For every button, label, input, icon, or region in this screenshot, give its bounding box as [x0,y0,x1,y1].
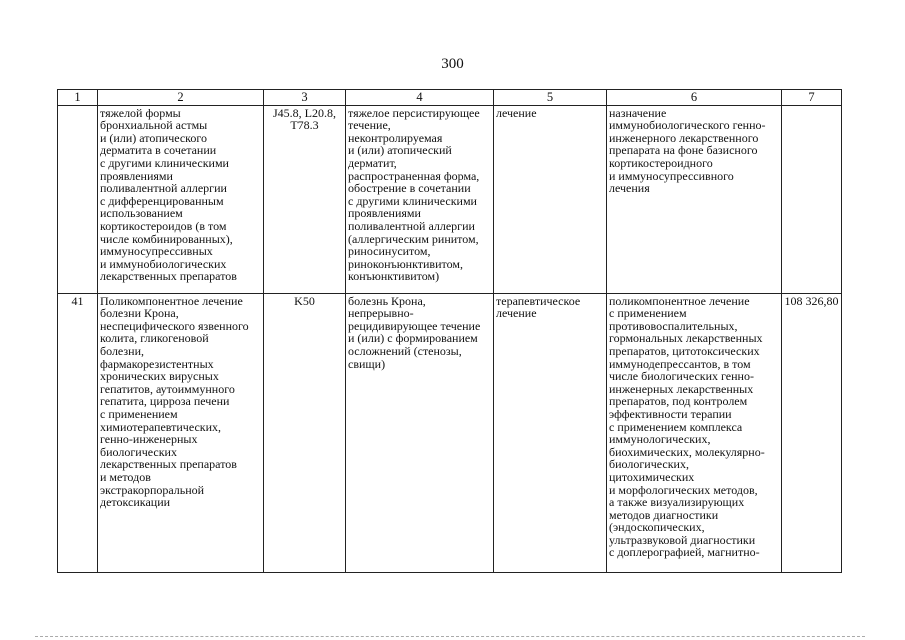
cell-text-line: а также визуализирующих [609,495,745,510]
header-col-3: 3 [264,90,346,106]
row-number [58,105,98,293]
cell-text-line: тяжелое персистирующее [348,105,480,120]
cell-text-line: фармакорезистентных [100,356,214,371]
header-col-1: 1 [58,90,98,106]
cell-text-line: числе комбинированных), [100,231,233,246]
cell-text-line: и иммунобиологических [100,256,227,271]
treatment-name-cell [98,293,264,572]
cell-text-line: и (или) атопический [348,143,452,158]
cell-text-line: дерматита в сочетании [100,143,217,158]
cell-text-line: иммунобиологического генно- [609,118,766,133]
cell-text-line: гормональных лекарственных [609,331,763,346]
scan-artifact-line [35,636,865,638]
table-row [58,293,842,572]
cell-text-line: инженерного лекарственного [609,130,759,145]
cell-text-line: бронхиальной астмы [100,118,208,133]
cell-text-line: осложнений (стенозы, [348,343,462,358]
cell-text-line: биологических [100,444,177,459]
cell-text-line: иммунологических, [609,432,711,447]
cell-text-line: биологических, [609,457,689,472]
cell-text-line: инженерных лекарственных [609,381,754,396]
cell-text-line: неспецифического язвенного [100,318,249,333]
cell-text-line: хронических вирусных [100,369,219,384]
cell-text-line: с применением комплекса [609,419,743,434]
icd-code-cell [264,293,346,572]
page-number: 300 [441,56,464,72]
cell-text-line: J45.8, L20.8, [273,105,336,120]
cell-text-line: лечение [496,306,537,321]
cell-text-line: болезни, [100,343,144,358]
cost-cell: 108 326,80 [782,293,842,572]
cell-text-line: экстракорпоральной [100,482,205,497]
cell-text-line: лечения [609,181,650,196]
cell-text-line: эффективности терапии [609,406,732,421]
cell-text-line: с применением [609,306,687,321]
header-col-2: 2 [98,90,264,106]
cell-text-line: генно-инженерных [100,432,198,447]
cell-text-line: (аллергическим ринитом, [348,231,479,246]
cell-text-line: препаратов, под контролем [609,394,748,409]
cost-cell [782,105,842,293]
cell-text-line: распространенная форма, [348,168,480,183]
treatment-type-cell [494,293,607,572]
cell-text-line: Поликомпонентное лечение [100,293,243,308]
header-col-6: 6 [607,90,782,106]
cell-text-line: (эндоскопических, [609,520,705,535]
cell-text-line: и (или) атопического [100,130,208,145]
treatment-name-cell [98,105,264,293]
patient-model-cell [346,105,494,293]
cell-text-line: цитохимических [609,469,695,484]
cell-text-line: с доплерографией, магнитно- [609,545,760,560]
cell-text-line: кортикостероидного [609,155,713,170]
cell-text-line: риносинуситом, [348,244,431,259]
cell-text-line: иммунодепрессантов, в том [609,356,751,371]
cell-text-line: с другими клиническими [100,155,229,170]
cell-text-line: болезнь Крона, [348,293,426,308]
cell-text-line: рецидивирующее течение [348,318,481,333]
cell-text-line: K50 [294,293,315,308]
cell-text-line: проявлениями [348,206,421,221]
cell-text-line: детоксикации [100,495,171,510]
cell-text-line: гепатитов, аутоиммунного [100,381,235,396]
cell-text-line: терапевтическое [496,293,581,308]
cell-text-line: риноконъюнктивитом, [348,256,463,271]
cell-text-line: и (или) с формированием [348,331,478,346]
cell-text-line: конъюнктивитом) [348,269,440,284]
cell-text-line: использованием [100,206,183,221]
cell-text-line: непрерывно- [348,306,414,321]
header-col-7: 7 [782,90,842,106]
header-col-5: 5 [494,90,607,106]
cell-text-line: течение, [348,118,391,133]
cell-text-line: T78.3 [290,118,319,133]
cell-text-line: колита, гликогеновой [100,331,209,346]
cell-text-line: с другими клиническими [348,193,477,208]
cell-text-line: кортикостероидов (в том [100,218,227,233]
cell-text-line: дерматит, [348,155,397,170]
cell-text-line: и морфологических методов, [609,482,758,497]
cell-text-line: ультразвуковой диагностики [609,532,756,547]
cell-text-line: препаратов, цитотоксических [609,343,760,358]
treatment-method-cell [607,293,782,572]
cell-text-line: с дифференцированным [100,193,224,208]
cell-text-line: обострение в сочетании [348,181,471,196]
cell-text-line: поликомпонентное лечение [609,293,750,308]
header-col-4: 4 [346,90,494,106]
cell-text-line: гепатита, цирроза печени [100,394,230,409]
medical-care-table [57,89,842,573]
cell-text-line: с применением [100,406,178,421]
cell-text-line: химиотерапевтических, [100,419,222,434]
cell-text-line: числе биологических генно- [609,369,754,384]
cell-text-line: иммуносупрессивных [100,244,213,259]
cell-text-line: назначение [609,105,667,120]
cell-text-line: поливалентной аллергии [100,181,227,196]
cell-text-line: неконтролируемая [348,130,443,145]
cell-text-line: поливалентной аллергии [348,218,475,233]
row-number: 41 [58,293,98,572]
cell-text-line: болезни Крона, [100,306,179,321]
icd-code-cell [264,105,346,293]
cell-text-line: методов диагностики [609,507,719,522]
treatment-type-cell [494,105,607,293]
cell-text-line: лекарственных препаратов [100,269,237,284]
cell-text-line: проявлениями [100,168,173,183]
cell-text-line: и иммуносупрессивного [609,168,734,183]
cell-text-line: биохимических, молекулярно- [609,444,765,459]
cell-text-line: лекарственных препаратов [100,457,237,472]
cell-text-line: противовоспалительных, [609,318,738,333]
cell-text-line: препарата на фоне базисного [609,143,758,158]
treatment-method-cell [607,105,782,293]
cell-text-line: и методов [100,469,151,484]
cell-text-line: лечение [496,105,537,120]
cell-text-line: свищи) [348,356,386,371]
header-row [58,90,842,106]
table-row [58,105,842,293]
cell-text-line: тяжелой формы [100,105,181,120]
patient-model-cell [346,293,494,572]
